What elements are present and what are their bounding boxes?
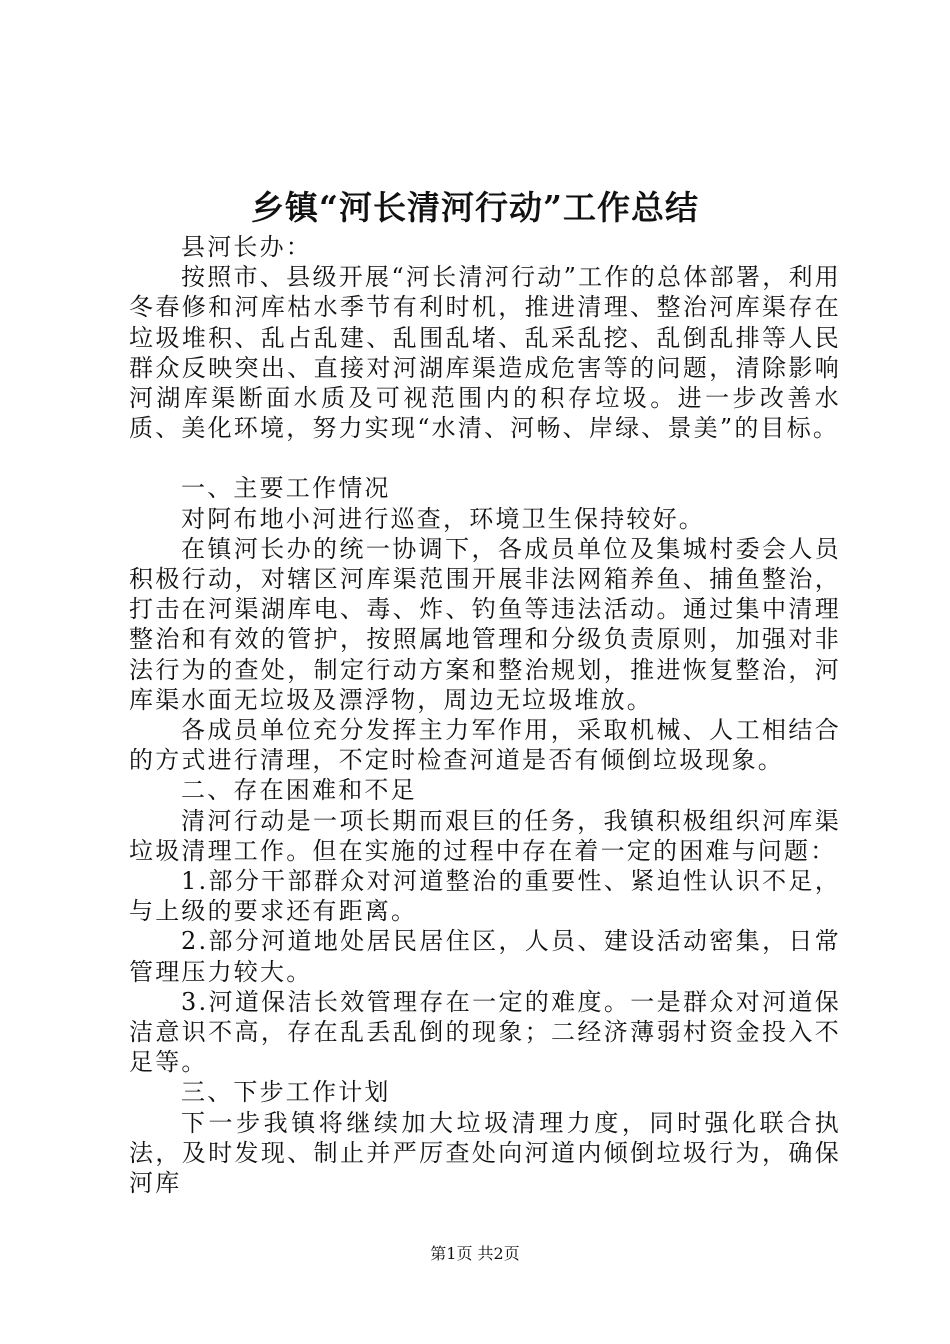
intro-paragraph: 按照市、县级开展“河长清河行动”工作的总体部署，利用冬春修和河库枯水季节有利时机，推进清理、整治河库渠存在垃圾堆积、乱占乱建、乱围乱堵、乱采乱挖、乱倒乱排等人民群众反映突出、直接对河湖库渠造成危害等的问题，清除影响河湖库渠断面水质及可视范围内的积存垃圾。进一步改善水质、美化环境，努力实现“水清、河畅、岸绿、景美”的目标。 bbox=[129, 263, 841, 443]
paragraph: 对阿布地小河进行巡查，环境卫生保持较好。 bbox=[181, 504, 705, 533]
document-body bbox=[129, 232, 841, 1198]
section-heading-1: 一、主要工作情况 bbox=[181, 474, 391, 503]
section-heading-2: 二、存在困难和不足 bbox=[181, 776, 417, 805]
list-item: 2.部分河道地处居民居住区，人员、建设活动密集，日常管理压力较大。 bbox=[129, 927, 841, 986]
document-title: 乡镇“河长清河行动”工作总结 bbox=[251, 188, 699, 227]
list-item: 1.部分干部群众对河道整治的重要性、紧迫性认识不足，与上级的要求还有距离。 bbox=[129, 867, 841, 926]
paragraph: 在镇河长办的统一协调下，各成员单位及集城村委会人员积极行动，对辖区河库渠范围开展非法网箱养鱼、捕鱼整治，打击在河渠湖库电、毒、炸、钓鱼等违法活动。通过集中清理整治和有效的管护，按照属地管理和分级负责原则，加强对非法行为的查处，制定行动方案和整治规划，推进恢复整治，河库渠水面无垃圾及漂浮物，周边无垃圾堆放。 bbox=[129, 534, 841, 714]
paragraph: 清河行动是一项长期而艰巨的任务，我镇积极组织河库渠垃圾清理工作。但在实施的过程中存在着一定的困难与问题： bbox=[129, 806, 841, 865]
section-heading-3: 三、下步工作计划 bbox=[181, 1078, 391, 1107]
salutation: 县河长办： bbox=[181, 233, 312, 261]
page-footer: 第1页 共2页 bbox=[430, 1244, 520, 1263]
paragraph: 各成员单位充分发挥主力军作用，采取机械、人工相结合的方式进行清理，不定时检查河道是否有倾倒垃圾现象。 bbox=[129, 716, 841, 775]
paragraph: 下一步我镇将继续加大垃圾清理力度，同时强化联合执法，及时发现、制止并严厉查处向河道内倾倒垃圾行为，确保河库 bbox=[129, 1108, 841, 1198]
list-item: 3.河道保洁长效管理存在一定的难度。一是群众对河道保洁意识不高，存在乱丢乱倒的现象；二经济薄弱村资金投入不足等。 bbox=[129, 987, 841, 1077]
